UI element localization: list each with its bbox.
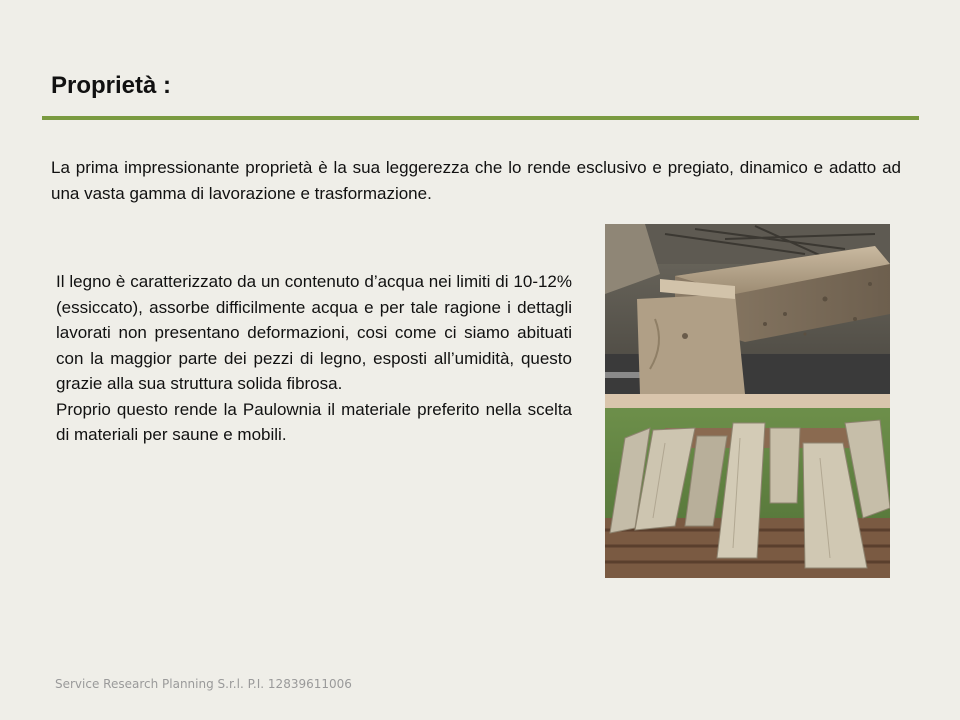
photo-divider — [605, 394, 890, 408]
body-text — [56, 269, 572, 448]
wood-planks-photo — [605, 408, 890, 578]
intro-text: La prima impressionante proprietà è la sua leggerezza che lo rende esclusivo e pregiato, dinamico e adatto ad una vasta gamma di lavorazione e trasformazione. — [51, 158, 901, 203]
paragraph-moisture: Il legno è caratterizzato da un contenuto d’acqua nei limiti di 10-12% (essiccato), assorbe difficilmente acqua e per tale ragione i dettagli lavorati non presentano deformazioni, cosi come ci siamo abituati con la maggior parte dei pezzi di legno, esposti all’umidità, questo grazie alla sua struttura solida fibrosa. — [56, 272, 572, 393]
wood-log-photo — [605, 224, 890, 394]
footer-company: Service Research Planning S.r.l. P.I. 12839611006 — [55, 677, 352, 691]
title-divider — [42, 116, 919, 120]
slide-title: Proprietà : — [51, 72, 172, 99]
paragraph-usage: Proprio questo rende la Paulownia il materiale preferito nella scelta di materiali per saune e mobili. — [56, 399, 572, 444]
